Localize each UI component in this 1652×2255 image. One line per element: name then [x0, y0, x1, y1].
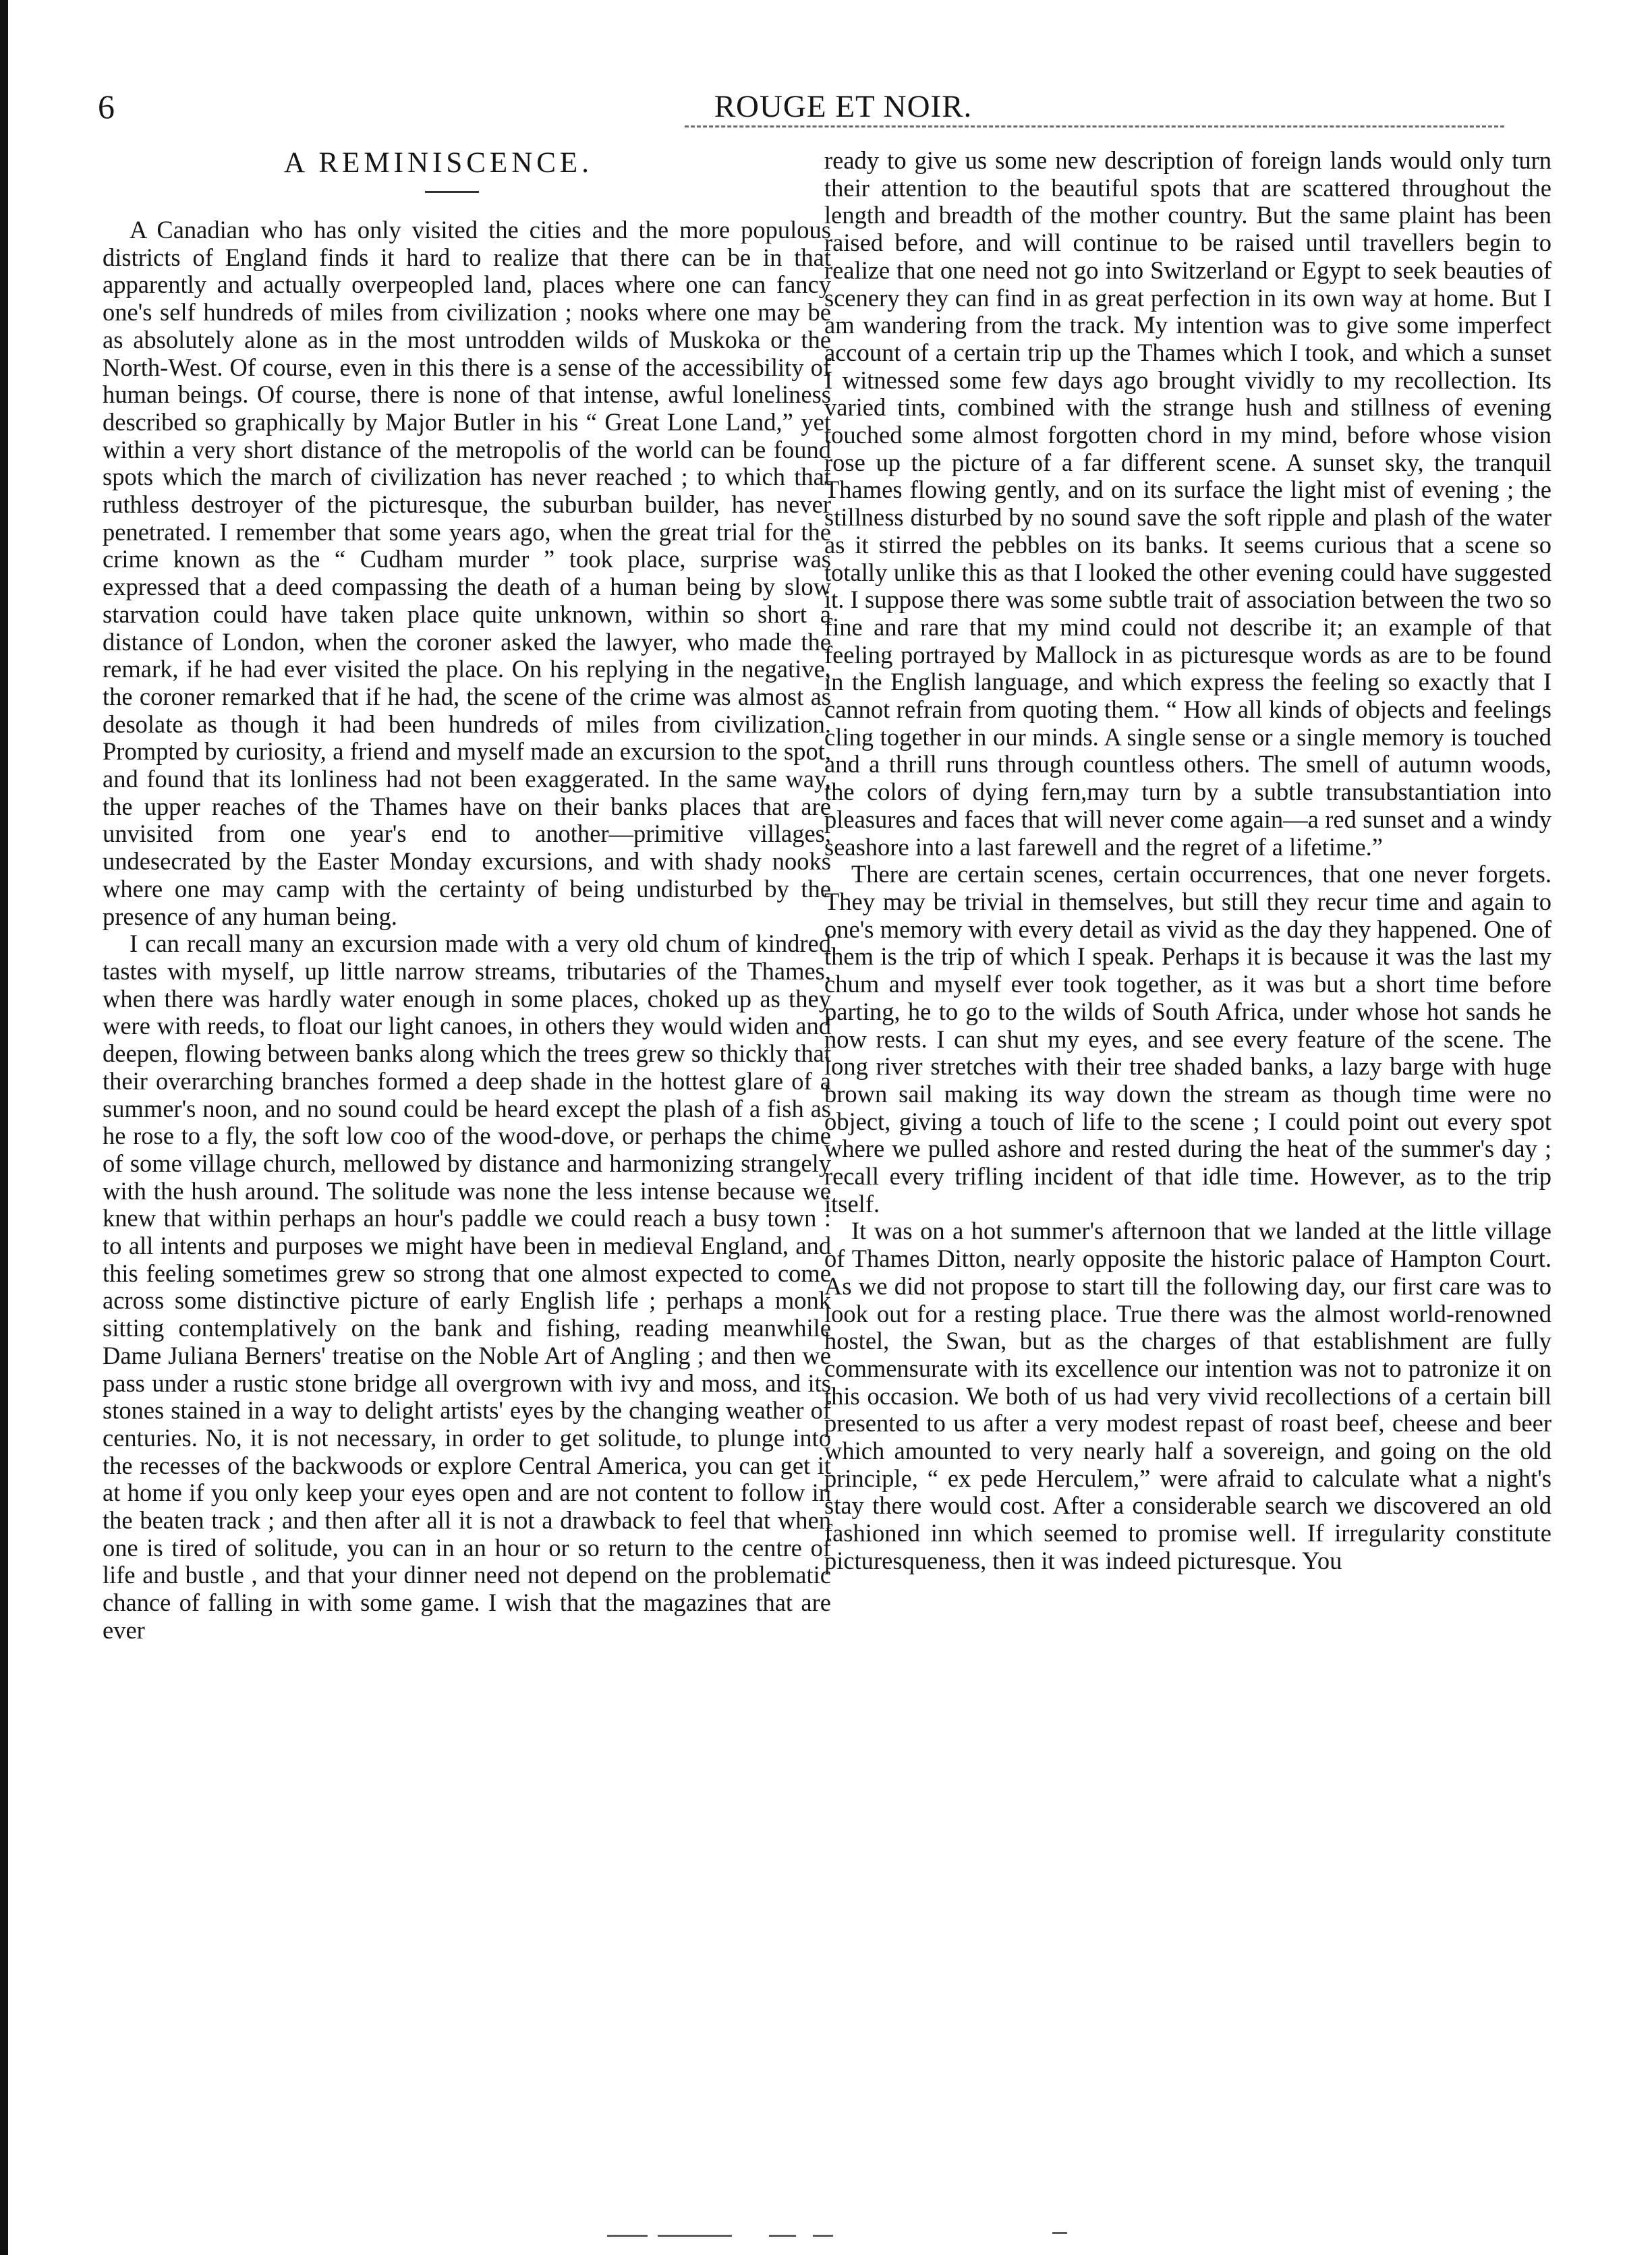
- header-rule: [685, 125, 1504, 127]
- article-title: A REMINISCENCE.: [284, 147, 593, 179]
- page-number: 6: [98, 88, 115, 125]
- journal-title: ROUGE ET NOIR.: [714, 89, 973, 124]
- right-paragraph-1: ready to give us some new description of foreign lands would only turn their attention to the beautiful spots that are scattered throughout the length and breadth of the mother country. But the same plaint has been raised before, and will continue to be raised until travellers begin to realize that one need not go into Switzerland or Egypt to seek beauties of scenery they can find in as great perfection in its own way at home. But I am wandering from the track. My intention was to give some imperfect account of a certain trip up the Thames which I took, and which a sunset I witnessed some few days ago brought vividly to my recollection. Its varied tints, combined with the strange hush and stillness of evening touched some almost forgotten chord in my mind, before whose vision rose up the picture of a far different scene. A sunset sky, the tranquil Thames flowing gently, and on its surface the light mist of evening ; the stillness disturbed by no sound save the soft ripple and plash of the water as it stirred the pebbles on its banks. It seems curious that a scene so totally unlike this as that I looked the other evening could have suggested it. I suppose there was some subtle trait of association between the two so fine and rare that my mind could not describe it; an example of that feeling portrayed by Mallock in as picturesque words as are to be found in the English language, and which express the feeling so exactly that I cannot refrain from quoting them. “ How all kinds of objects and feelings cling together in our minds. A single sense or a single memory is touched and a thrill runs through countless others. The smell of autumn woods, the colors of dying fern,may turn by a subtle transubstantiation into pleasures and faces that will never come again—a red sunset and a windy seashore into a last farewell and the regret of a lifetime.”: [824, 146, 1551, 861]
- left-column: [103, 217, 831, 1645]
- right-column: [824, 147, 1551, 1575]
- left-paragraph-1: A Canadian who has only visited the cities and the more populous districts of England finds it hard to realize that there can be in that apparently and actually overpeopled land, places where one can fancy one's self hundreds of miles from civilization ; nooks where one may be as absolutely alone as in the most untrodden wilds of Muskoka or the North-West. Of course, even in this there is a sense of the accessibility of human beings. Of course, there is none of that intense, awful loneliness described so graphically by Major Butler in his “ Great Lone Land,” yet within a very short distance of the metropolis of the world can be found spots which the march of civilization has never reached ; to which that ruthless destroyer of the picturesque, the suburban builder, has never penetrated. I remember that some years ago, when the great trial for the crime known as the “ Cudham murder ” took place, surprise was expressed that a deed compassing the death of a human being by slow starvation could have taken place quite unknown, within so short a distance of London, when the coroner asked the lawyer, who made the remark, if he had ever visited the place. On his replying in the negative, the coroner remarked that if he had, the scene of the crime was almost as desolate as though it had been hundreds of miles from civilization. Prompted by curiosity, a friend and myself made an excursion to the spot, and found that its lonliness had not been exaggerated. In the same way, the upper reaches of the Thames have on their banks places that are unvisited from one year's end to another—primitive villages, undesecrated by the Easter Monday excursions, and with shady nooks where one may camp with the certainty of being undisturbed by the presence of any human being.: [103, 216, 831, 930]
- footer-print-marks: [0, 2229, 1652, 2243]
- left-paragraph-2: I can recall many an excursion made with a very old chum of kindred tastes with myself, up little narrow streams, tributaries of the Thames, when there was hardly water enough in some places, choked up as they were with reeds, to float our light canoes, in others they would widen and deepen, flowing between banks along which the trees grew so thickly that their overarching branches formed a deep shade in the hottest glare of a summer's noon, and no sound could be heard except the plash of a fish as he rose to a fly, the soft low coo of the wood-dove, or perhaps the chime of some village church, mellowed by distance and harmonizing strangely with the hush around. The solitude was none the less intense because we knew that within perhaps an hour's paddle we could reach a busy town : to all intents and purposes we might have been in medieval England, and this feeling sometimes grew so strong that one almost expected to come across some distinctive picture of early English life ; perhaps a monk sitting contemplatively on the bank and fishing, reading meanwhile Dame Juliana Berners' treatise on the Noble Art of Angling ; and then we pass under a rustic stone bridge all overgrown with ivy and moss, and its stones stained in a way to delight artists' eyes by the changing weather of centuries. No, it is not necessary, in order to get solitude, to plunge into the recesses of the backwoods or explore Central America, you can get it at home if you only keep your eyes open and are not content to follow in the beaten track ; and then after all it is not a drawback to feel that when one is tired of solitude, you can in an hour or so return to the centre of life and bustle , and that your dinner need not depend on the problematic chance of falling in with some game. I wish that the magazines that are ever: [103, 930, 831, 1644]
- scanned-page-edge: [0, 0, 8, 2255]
- title-rule: [425, 191, 479, 193]
- right-paragraph-3: It was on a hot summer's afternoon that we landed at the little village of Thames Ditton, nearly opposite the historic palace of Hampton Court. As we did not propose to start till the following day, our first care was to look out for a resting place. True there was the almost world-renowned hostel, the Swan, but as the charges of that establishment are fully commensurate with its excellence our intention was not to patronize it on this occasion. We both of us had very vivid recollections of a certain bill presented to us after a very modest repast of roast beef, cheese and beer which amounted to very nearly half a sovereign, and going on the old principle, “ ex pede Herculem,” were afraid to calculate what a night's stay there would cost. After a considerable search we discovered an old fashioned inn which seemed to promise well. If irregularity constitute picturesqueness, then it was indeed picturesque. You: [824, 1217, 1551, 1574]
- right-paragraph-2: There are certain scenes, certain occurrences, that one never forgets. They may be trivial in themselves, but still they recur time and again to one's memory with every detail as vivid as the day they happened. One of them is the trip of which I speak. Perhaps it is because it was the last my chum and myself ever took together, as it was but a short time before parting, he to go to the wilds of South Africa, under whose hot sands he now rests. I can shut my eyes, and see every feature of the scene. The long river stretches with their tree shaded banks, a lazy barge with huge brown sail making its way down the stream as though time were no object, giving a touch of life to the scene ; I could point out every spot where we pulled ashore and rested during the heat of the summer's day ; recall every trifling incident of that idle time. However, as to the trip itself.: [824, 860, 1551, 1218]
